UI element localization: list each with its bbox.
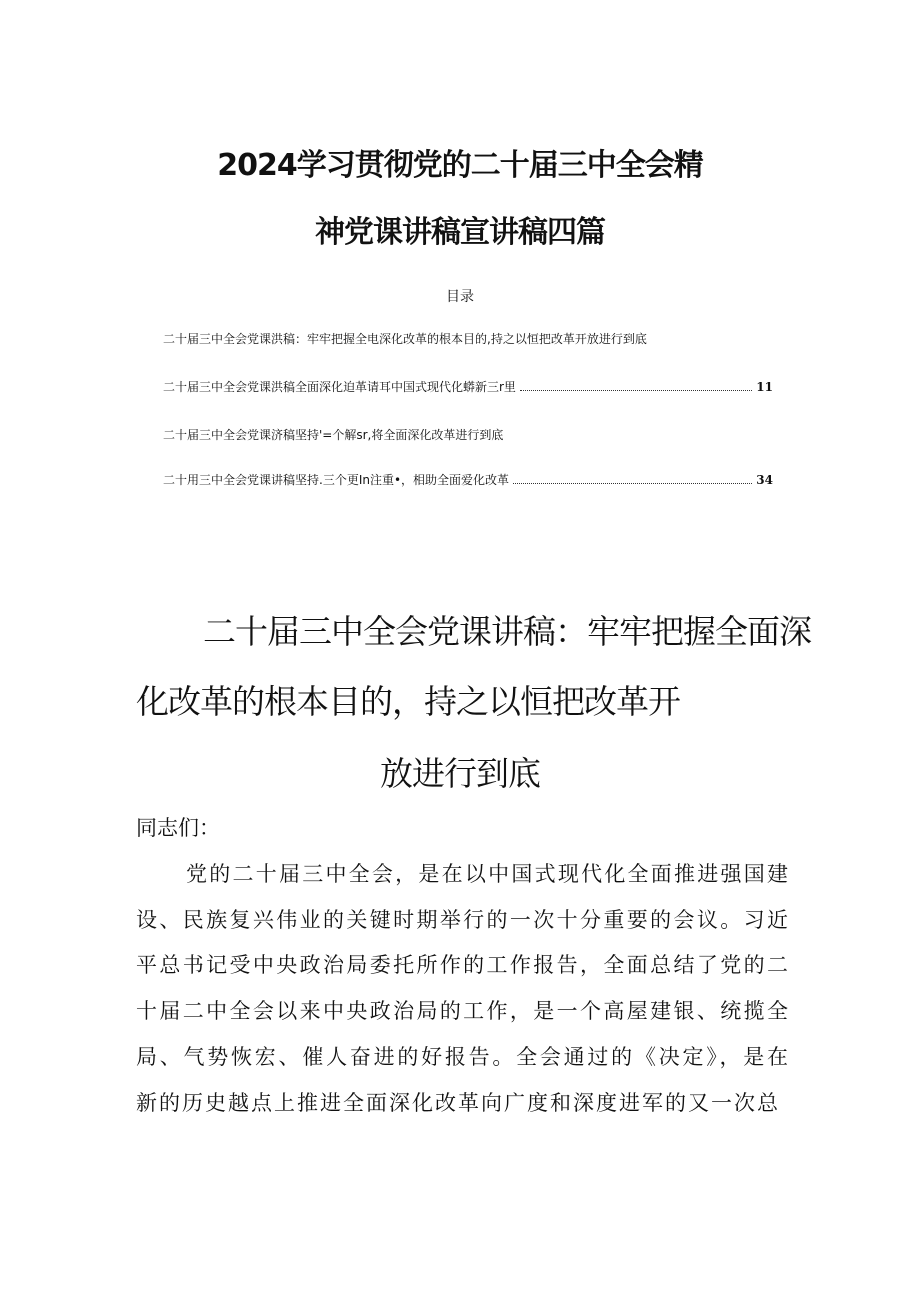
- toc-entry-text: 二十届三中全会党课洪稿：牢牢把握全电深化改革的根本目的,持之以恒把改革开放进行到底: [163, 332, 647, 346]
- toc-leader-dots: [520, 380, 752, 391]
- section-title-line-2: 化改革的根本目的，持之以恒把改革开: [136, 682, 680, 721]
- toc-entry-text: 二十届三中全会党课济稿坚持'=个解sr,将全面深化改革进行到底: [163, 428, 504, 442]
- document-title-line-2: 神党课讲稿宣讲稿四篇: [315, 215, 605, 250]
- body-paragraph: 党的二十届三中全会，是在以中国式现代化全面推进强国建设、民族复兴伟业的关键时期举行的一次十分重要的会议。习近平总书记受中央政治局委托所作的工作报告，全面总结了党的二十届二中全会以来中央政治局的工作，是一个高屋建银、统揽全局、气势恢宏、催人奋进的好报告。全会通过的《决定》，是在新的历史越点上推进全面深化改革向广度和深度进军的又一次总: [136, 862, 790, 1115]
- toc-entry-text: 二十届三中全会党课洪稿全面深化迫革请耳中国式现代化蟒新三r里: [163, 380, 516, 394]
- toc-entry-page: 34: [756, 473, 773, 487]
- section-title-line-1: 二十届三中全会党课讲稿：牢牢把握全面深: [203, 612, 811, 651]
- toc-entry-page: 11: [756, 380, 773, 394]
- document-title-line-1: 2024学习贯彻党的二十届三中全会精: [217, 148, 703, 183]
- greeting: 同志们：: [136, 816, 220, 840]
- toc-entry-2[interactable]: [163, 378, 773, 400]
- toc-heading: 目录: [446, 289, 474, 305]
- toc-entry-text: 二十用三中全会党课讲稿坚持.三个更In注重•，相助全面爱化改革: [163, 473, 510, 487]
- toc-entry-3[interactable]: [163, 426, 773, 448]
- toc-leader-dots: [513, 473, 752, 484]
- toc-entry-4[interactable]: [163, 471, 773, 493]
- toc-entry-1[interactable]: [163, 330, 773, 352]
- section-title-line-3: 放进行到底: [380, 754, 540, 793]
